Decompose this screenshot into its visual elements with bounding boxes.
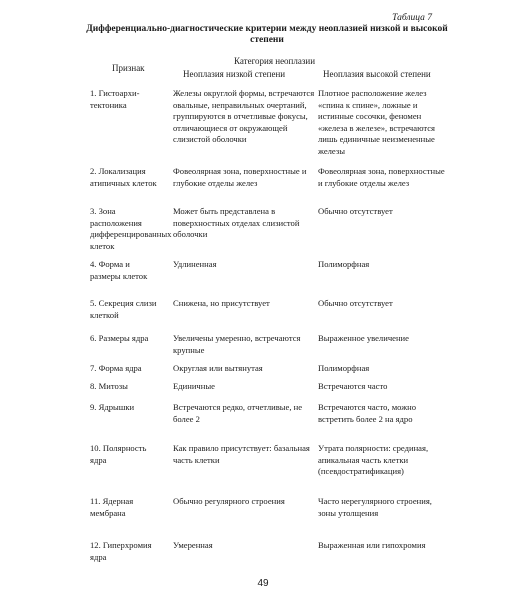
feature-cell: 1. Гистоархи-тектоника: [90, 88, 140, 110]
feature-cell: 2. Локализация атипичных клеток: [90, 166, 157, 188]
high-grade-cell: Полиморфная: [318, 363, 370, 373]
feature-cell: 10. Полярность ядра: [90, 443, 147, 465]
low-grade-cell: Снижена, но присутствует: [173, 298, 270, 308]
high-grade-cell: Обычно отсутствует: [318, 298, 393, 308]
feature-cell: 9. Ядрышки: [90, 402, 135, 412]
low-grade-cell: Умеренная: [173, 540, 213, 550]
header-high-grade: Неоплазия высокой степени: [323, 69, 431, 79]
high-grade-cell: Встречаются часто: [318, 381, 388, 391]
low-grade-cell: Обычно регулярного строения: [173, 496, 285, 506]
low-grade-cell: Встречаются редко, отчетливые, не более 2: [173, 402, 303, 424]
high-grade-cell: Выраженное увеличение: [318, 333, 409, 343]
header-category: Категория неоплазии: [234, 56, 316, 66]
header-low-grade: Неоплазия низкой степени: [183, 69, 286, 79]
high-grade-cell: Утрата полярности: срединая, апикальная часть клетки (псевдостратификация): [318, 443, 429, 477]
high-grade-cell: Полиморфная: [318, 259, 370, 269]
low-grade-cell: Как правило присутствует: базальная часть клетки: [173, 443, 310, 465]
low-grade-cell: Единичные: [173, 381, 215, 391]
high-grade-cell: Фовеолярная зона, поверхностные и глубокие отделы желез: [318, 166, 445, 188]
low-grade-cell: Фовеолярная зона, поверхностные и глубокие отделы желез: [173, 166, 307, 188]
low-grade-cell: Удлиненная: [173, 259, 217, 269]
table-title: Дифференциально-диагностические критерии между неоплазией низкой и высокой степени: [86, 24, 448, 45]
header-feature: Признак: [112, 63, 145, 73]
feature-cell: 7. Форма ядра: [90, 363, 142, 373]
high-grade-cell: Встречаются часто, можно встретить более 2 на ядро: [318, 402, 417, 424]
low-grade-cell: Увеличены умеренно, встречаются крупные: [173, 333, 301, 355]
feature-cell: 8. Митозы: [90, 381, 128, 391]
feature-cell: 3. Зона расположения дифференцированных клеток: [90, 206, 172, 251]
low-grade-cell: Железы округлой формы, встречаются овальные, неправильных очертаний, группируются в отчетливые фокусы, отличающиеся от окружающей слизистой оболочки: [173, 88, 315, 145]
page-number: 49: [257, 578, 269, 589]
high-grade-cell: Обычно отсутствует: [318, 206, 393, 216]
high-grade-cell: Плотное расположение желез «спина к спине», ложные и истинные сосочки, феномен «железа в железе», встречаются лишь единичные неизмененные железы: [318, 88, 436, 156]
feature-cell: 6. Размеры ядра: [90, 333, 149, 343]
low-grade-cell: Может быть представлена в поверхностных отделах слизистой оболочки: [173, 206, 300, 240]
feature-cell: 5. Секреция слизи клеткой: [90, 298, 157, 320]
low-grade-cell: Округлая или вытянутая: [173, 363, 263, 373]
table-caption: Таблица 7: [392, 13, 432, 23]
feature-cell: 12. Гиперхромия ядра: [90, 540, 152, 562]
high-grade-cell: Часто нерегулярного строения, зоны утолщения: [318, 496, 432, 518]
feature-cell: 4. Форма и размеры клеток: [90, 259, 148, 281]
feature-cell: 11. Ядерная мембрана: [90, 496, 134, 518]
high-grade-cell: Выраженная или гипохромия: [318, 540, 426, 550]
